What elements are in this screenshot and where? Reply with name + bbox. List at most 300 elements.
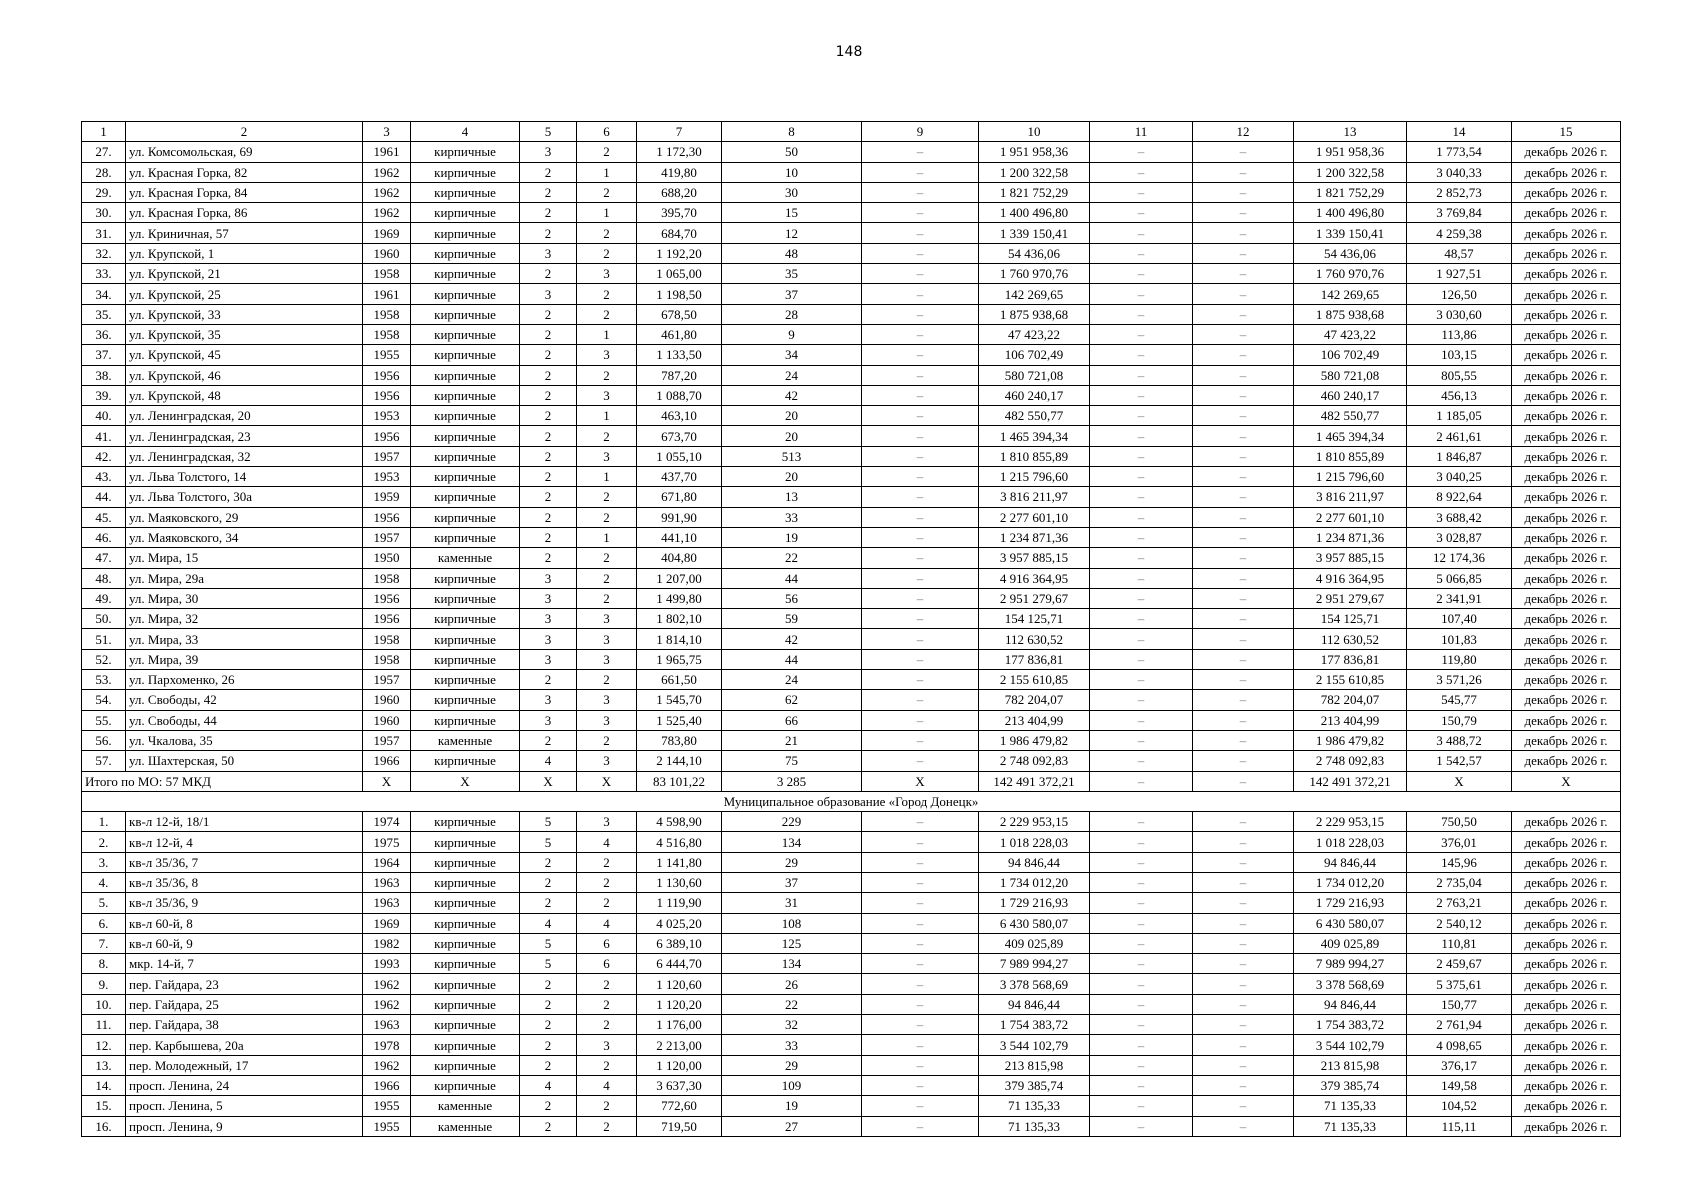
table-cell: –: [1090, 345, 1193, 365]
table-cell: 1 172,30: [637, 142, 722, 162]
table-cell: 35: [722, 264, 862, 284]
table-row: [82, 365, 1621, 385]
table-cell: кирпичные: [411, 649, 520, 669]
table-cell: –: [1193, 406, 1294, 426]
table-cell: 2 540,12: [1407, 913, 1512, 933]
table-cell: кирпичные: [411, 446, 520, 466]
table-cell: –: [1193, 710, 1294, 730]
table-cell: кирпичные: [411, 284, 520, 304]
table-cell: 2 155 610,85: [979, 670, 1090, 690]
table-cell: декабрь 2026 г.: [1512, 203, 1621, 223]
table-cell: декабрь 2026 г.: [1512, 1096, 1621, 1116]
table-cell: –: [862, 324, 979, 344]
table-cell: –: [1193, 588, 1294, 608]
table-cell: 15: [1512, 122, 1621, 142]
table-cell: 2: [577, 994, 637, 1014]
table-cell: –: [862, 852, 979, 872]
table-cell: кирпичные: [411, 568, 520, 588]
table-cell: –: [1193, 812, 1294, 832]
table-cell: ул. Маяковского, 34: [126, 527, 363, 547]
table-cell: 6 430 580,07: [1294, 913, 1407, 933]
table-cell: –: [862, 812, 979, 832]
table-cell: –: [862, 142, 979, 162]
table-cell: 1953: [363, 467, 411, 487]
table-cell: кирпичные: [411, 872, 520, 892]
table-cell: –: [1090, 1015, 1193, 1035]
table-cell: 48: [722, 243, 862, 263]
table-cell: 1963: [363, 1015, 411, 1035]
table-cell: декабрь 2026 г.: [1512, 629, 1621, 649]
table-cell: 2: [577, 548, 637, 568]
table-cell: декабрь 2026 г.: [1512, 933, 1621, 953]
table-cell: 750,50: [1407, 812, 1512, 832]
table-cell: ул. Чкалова, 35: [126, 730, 363, 750]
table-cell: 1957: [363, 730, 411, 750]
table-cell: –: [1090, 365, 1193, 385]
table-cell: 1 215 796,60: [1294, 467, 1407, 487]
table-cell: 1 234 871,36: [1294, 527, 1407, 547]
table-cell: 2 144,10: [637, 751, 722, 771]
table-cell: 5 066,85: [1407, 568, 1512, 588]
table-cell: 11.: [82, 1015, 126, 1035]
table-cell: 2: [577, 365, 637, 385]
table-row: [82, 446, 1621, 466]
table-cell: 1955: [363, 1096, 411, 1116]
table-cell: –: [1090, 1096, 1193, 1116]
table-cell: 5.: [82, 893, 126, 913]
table-cell: декабрь 2026 г.: [1512, 507, 1621, 527]
table-cell: 27: [722, 1116, 862, 1136]
table-cell: 1 120,00: [637, 1055, 722, 1075]
table-cell: декабрь 2026 г.: [1512, 142, 1621, 162]
table-cell: –: [862, 690, 979, 710]
table-cell: 1 986 479,82: [979, 730, 1090, 750]
table-cell: –: [1090, 1035, 1193, 1055]
table-cell: 1960: [363, 690, 411, 710]
table-cell: 2: [520, 203, 577, 223]
table-cell: –: [1090, 467, 1193, 487]
table-cell: 1 927,51: [1407, 264, 1512, 284]
table-cell: –: [862, 243, 979, 263]
table-cell: 41.: [82, 426, 126, 446]
table-cell: 3: [520, 629, 577, 649]
table-row: [82, 913, 1621, 933]
table-cell: кирпичные: [411, 933, 520, 953]
table-cell: 2: [520, 548, 577, 568]
table-cell: –: [862, 1035, 979, 1055]
table-cell: –: [1090, 629, 1193, 649]
table-cell: кирпичные: [411, 182, 520, 202]
table-row: [82, 629, 1621, 649]
table-row: [82, 710, 1621, 730]
table-cell: ул. Ленинградская, 32: [126, 446, 363, 466]
table-row: [82, 852, 1621, 872]
table-cell: 1 018 228,03: [1294, 832, 1407, 852]
table-cell: 1 729 216,93: [979, 893, 1090, 913]
table-cell: 1.: [82, 812, 126, 832]
section-header-row: [82, 791, 1621, 811]
table-cell: 456,13: [1407, 385, 1512, 405]
table-cell: 1 065,00: [637, 264, 722, 284]
table-cell: 12.: [82, 1035, 126, 1055]
table-cell: 7 989 994,27: [979, 954, 1090, 974]
table-cell: –: [1090, 1075, 1193, 1095]
table-cell: 106 702,49: [1294, 345, 1407, 365]
table-cell: –: [862, 568, 979, 588]
table-cell: 4: [411, 122, 520, 142]
table-cell: 1 200 322,58: [979, 162, 1090, 182]
table-cell: 1975: [363, 832, 411, 852]
table-cell: 3: [520, 609, 577, 629]
table-cell: 106 702,49: [979, 345, 1090, 365]
table-cell: 19: [722, 1096, 862, 1116]
table-cell: 10: [722, 162, 862, 182]
table-cell: кирпичные: [411, 527, 520, 547]
table-cell: 71 135,33: [1294, 1096, 1407, 1116]
table-cell: 376,01: [1407, 832, 1512, 852]
table-cell: 688,20: [637, 182, 722, 202]
table-cell: 94 846,44: [1294, 852, 1407, 872]
table-cell: 75: [722, 751, 862, 771]
table-cell: 24: [722, 670, 862, 690]
table-cell: декабрь 2026 г.: [1512, 588, 1621, 608]
table-cell: ул. Свободы, 42: [126, 690, 363, 710]
table-cell: X: [520, 771, 577, 791]
table-cell: 42: [722, 629, 862, 649]
table-cell: декабрь 2026 г.: [1512, 872, 1621, 892]
table-cell: 5: [520, 122, 577, 142]
table-cell: декабрь 2026 г.: [1512, 852, 1621, 872]
table-cell: декабрь 2026 г.: [1512, 345, 1621, 365]
table-cell: –: [1090, 162, 1193, 182]
table-cell: 1960: [363, 710, 411, 730]
table-row: [82, 670, 1621, 690]
table-cell: 3 769,84: [1407, 203, 1512, 223]
table-cell: ул. Мира, 32: [126, 609, 363, 629]
table-cell: –: [1090, 142, 1193, 162]
table-cell: –: [1193, 730, 1294, 750]
table-cell: 441,10: [637, 527, 722, 547]
table-cell: 125: [722, 933, 862, 953]
table-cell: 29.: [82, 182, 126, 202]
table-cell: 1 802,10: [637, 609, 722, 629]
table-cell: –: [1090, 893, 1193, 913]
table-cell: кирпичные: [411, 162, 520, 182]
table-row: [82, 1096, 1621, 1116]
table-cell: декабрь 2026 г.: [1512, 568, 1621, 588]
table-cell: 142 491 372,21: [1294, 771, 1407, 791]
table-cell: 1: [577, 203, 637, 223]
table-cell: –: [1193, 872, 1294, 892]
table-cell: 113,86: [1407, 324, 1512, 344]
table-cell: кв-л 60-й, 9: [126, 933, 363, 953]
table-body: [82, 122, 1621, 1137]
table-row: [82, 243, 1621, 263]
table-row: [82, 893, 1621, 913]
table-cell: 1 088,70: [637, 385, 722, 405]
table-cell: декабрь 2026 г.: [1512, 994, 1621, 1014]
table-cell: 20: [722, 406, 862, 426]
table-cell: –: [1090, 852, 1193, 872]
table-cell: 1 339 150,41: [1294, 223, 1407, 243]
table-cell: –: [1193, 649, 1294, 669]
table-cell: каменные: [411, 548, 520, 568]
table-cell: ул. Мира, 33: [126, 629, 363, 649]
table-row: [82, 730, 1621, 750]
table-cell: 419,80: [637, 162, 722, 182]
table-cell: 44: [722, 649, 862, 669]
table-cell: кирпичные: [411, 832, 520, 852]
table-cell: 3 378 568,69: [979, 974, 1090, 994]
table-cell: 1974: [363, 812, 411, 832]
table-cell: 3: [577, 710, 637, 730]
table-cell: кирпичные: [411, 812, 520, 832]
table-cell: 2 951 279,67: [1294, 588, 1407, 608]
table-cell: 1 821 752,29: [979, 182, 1090, 202]
table-cell: 1 875 938,68: [979, 304, 1090, 324]
table-cell: 1958: [363, 649, 411, 669]
table-cell: 94 846,44: [1294, 994, 1407, 1014]
table-cell: 10.: [82, 994, 126, 1014]
table-cell: 56: [722, 588, 862, 608]
table-cell: кирпичные: [411, 751, 520, 771]
table-cell: 1953: [363, 406, 411, 426]
table-cell: 2 461,61: [1407, 426, 1512, 446]
table-cell: 1: [577, 162, 637, 182]
table-cell: –: [862, 406, 979, 426]
table-cell: декабрь 2026 г.: [1512, 527, 1621, 547]
table-cell: 1 542,57: [1407, 751, 1512, 771]
table-cell: ул. Крупской, 46: [126, 365, 363, 385]
table-cell: –: [1090, 264, 1193, 284]
table-cell: 30.: [82, 203, 126, 223]
table-cell: 1959: [363, 487, 411, 507]
table-cell: –: [862, 426, 979, 446]
table-cell: –: [1193, 284, 1294, 304]
table-cell: 213 404,99: [979, 710, 1090, 730]
table-cell: 409 025,89: [1294, 933, 1407, 953]
table-cell: кирпичные: [411, 324, 520, 344]
table-cell: 4: [520, 1075, 577, 1095]
table-cell: декабрь 2026 г.: [1512, 751, 1621, 771]
table-cell: 37: [722, 872, 862, 892]
table-cell: 2: [520, 1015, 577, 1035]
table-cell: 2: [577, 426, 637, 446]
table-cell: 34: [722, 345, 862, 365]
table-cell: 38.: [82, 365, 126, 385]
table-cell: –: [862, 751, 979, 771]
table-cell: –: [1193, 1015, 1294, 1035]
table-cell: кирпичные: [411, 1035, 520, 1055]
table-cell: 32: [722, 1015, 862, 1035]
table-cell: 1958: [363, 629, 411, 649]
table-cell: 1956: [363, 588, 411, 608]
table-cell: 2: [577, 974, 637, 994]
table-cell: 513: [722, 446, 862, 466]
table-cell: 783,80: [637, 730, 722, 750]
table-cell: –: [862, 284, 979, 304]
table-cell: 3 488,72: [1407, 730, 1512, 750]
table-row: [82, 832, 1621, 852]
table-cell: декабрь 2026 г.: [1512, 1035, 1621, 1055]
table-cell: декабрь 2026 г.: [1512, 467, 1621, 487]
table-cell: 2: [577, 1055, 637, 1075]
table-cell: 1 846,87: [1407, 446, 1512, 466]
table-cell: 2 341,91: [1407, 588, 1512, 608]
table-cell: 71 135,33: [979, 1116, 1090, 1136]
table-cell: 5: [520, 832, 577, 852]
table-cell: 14: [1407, 122, 1512, 142]
table-cell: 2: [577, 142, 637, 162]
table-cell: 580 721,08: [1294, 365, 1407, 385]
table-cell: кв-л 35/36, 8: [126, 872, 363, 892]
table-cell: 3: [577, 751, 637, 771]
table-cell: –: [1090, 812, 1193, 832]
table-cell: каменные: [411, 1096, 520, 1116]
table-cell: 482 550,77: [979, 406, 1090, 426]
table-cell: –: [1193, 1116, 1294, 1136]
table-row: [82, 203, 1621, 223]
table-cell: 1978: [363, 1035, 411, 1055]
table-cell: ул. Комсомольская, 69: [126, 142, 363, 162]
table-cell: 2: [520, 426, 577, 446]
table-cell: –: [862, 345, 979, 365]
table-cell: –: [862, 954, 979, 974]
table-cell: 50.: [82, 609, 126, 629]
table-cell: 460 240,17: [1294, 385, 1407, 405]
table-cell: 2: [520, 730, 577, 750]
table-cell: –: [1193, 913, 1294, 933]
table-cell: 1 814,10: [637, 629, 722, 649]
table-cell: 2: [520, 385, 577, 405]
table-cell: –: [1193, 832, 1294, 852]
table-cell: 30: [722, 182, 862, 202]
table-cell: –: [1090, 527, 1193, 547]
table-cell: 3: [520, 710, 577, 730]
table-cell: декабрь 2026 г.: [1512, 1015, 1621, 1035]
table-cell: 2: [520, 670, 577, 690]
table-cell: пер. Карбышева, 20а: [126, 1035, 363, 1055]
table-cell: 1 754 383,72: [1294, 1015, 1407, 1035]
table-cell: кирпичные: [411, 609, 520, 629]
table-cell: –: [862, 1015, 979, 1035]
table-cell: 2 213,00: [637, 1035, 722, 1055]
table-cell: 33: [722, 1035, 862, 1055]
table-cell: 2: [577, 588, 637, 608]
table-cell: 1 120,20: [637, 994, 722, 1014]
table-cell: –: [1090, 324, 1193, 344]
table-cell: 6 389,10: [637, 933, 722, 953]
table-row: [82, 487, 1621, 507]
table-cell: 4: [577, 1075, 637, 1095]
table-cell: пер. Гайдара, 23: [126, 974, 363, 994]
table-cell: –: [1193, 142, 1294, 162]
table-cell: 16.: [82, 1116, 126, 1136]
table-cell: декабрь 2026 г.: [1512, 548, 1621, 568]
table-cell: пер. Гайдара, 25: [126, 994, 363, 1014]
table-cell: 112 630,52: [1294, 629, 1407, 649]
table-cell: декабрь 2026 г.: [1512, 284, 1621, 304]
table-cell: 3 028,87: [1407, 527, 1512, 547]
table-cell: 50: [722, 142, 862, 162]
table-cell: X: [577, 771, 637, 791]
table-cell: 29: [722, 1055, 862, 1075]
table-cell: –: [1193, 182, 1294, 202]
table-cell: –: [862, 832, 979, 852]
table-cell: –: [1090, 203, 1193, 223]
table-cell: ул. Маяковского, 29: [126, 507, 363, 527]
table-cell: 1 055,10: [637, 446, 722, 466]
table-cell: 108: [722, 913, 862, 933]
table-cell: 7.: [82, 933, 126, 953]
table-cell: декабрь 2026 г.: [1512, 812, 1621, 832]
table-cell: 3: [577, 1035, 637, 1055]
table-cell: ул. Крупской, 1: [126, 243, 363, 263]
table-cell: ул. Крупской, 21: [126, 264, 363, 284]
table-cell: 3 816 211,97: [979, 487, 1090, 507]
table-cell: 1 200 322,58: [1294, 162, 1407, 182]
table-cell: 42: [722, 385, 862, 405]
table-cell: 1993: [363, 954, 411, 974]
table-cell: 4: [577, 832, 637, 852]
table-cell: 4 516,80: [637, 832, 722, 852]
table-row: [82, 609, 1621, 629]
table-cell: 3: [577, 690, 637, 710]
table-cell: 71 135,33: [1294, 1116, 1407, 1136]
table-cell: 4: [577, 913, 637, 933]
table-cell: –: [862, 467, 979, 487]
table-cell: 460 240,17: [979, 385, 1090, 405]
table-cell: 3: [520, 284, 577, 304]
table-cell: –: [862, 588, 979, 608]
table-cell: –: [1193, 446, 1294, 466]
table-cell: 3: [520, 243, 577, 263]
table-cell: 2: [577, 1116, 637, 1136]
table-cell: –: [1090, 994, 1193, 1014]
table-cell: кв-л 12-й, 18/1: [126, 812, 363, 832]
table-cell: –: [1193, 1035, 1294, 1055]
table-cell: –: [862, 872, 979, 892]
table-cell: 1960: [363, 243, 411, 263]
table-cell: 11: [1090, 122, 1193, 142]
table-cell: 2 763,21: [1407, 893, 1512, 913]
table-cell: 4: [520, 913, 577, 933]
table-cell: –: [1193, 1055, 1294, 1075]
table-cell: 6: [577, 122, 637, 142]
table-cell: 1955: [363, 345, 411, 365]
table-cell: 3: [577, 812, 637, 832]
table-cell: 4 598,90: [637, 812, 722, 832]
table-cell: 1958: [363, 264, 411, 284]
table-cell: 2: [577, 568, 637, 588]
table-cell: 1966: [363, 1075, 411, 1095]
table-cell: декабрь 2026 г.: [1512, 1055, 1621, 1075]
table-cell: –: [1090, 649, 1193, 669]
table-cell: кирпичные: [411, 893, 520, 913]
table-cell: 772,60: [637, 1096, 722, 1116]
table-cell: 2: [577, 284, 637, 304]
table-cell: –: [1193, 203, 1294, 223]
table-cell: 6: [577, 933, 637, 953]
table-cell: 2 951 279,67: [979, 588, 1090, 608]
table-cell: декабрь 2026 г.: [1512, 385, 1621, 405]
table-cell: 6: [577, 954, 637, 974]
table-cell: 1 215 796,60: [979, 467, 1090, 487]
table-cell: 1962: [363, 974, 411, 994]
table-cell: декабрь 2026 г.: [1512, 223, 1621, 243]
table-cell: 1956: [363, 426, 411, 446]
table-cell: 2: [520, 852, 577, 872]
